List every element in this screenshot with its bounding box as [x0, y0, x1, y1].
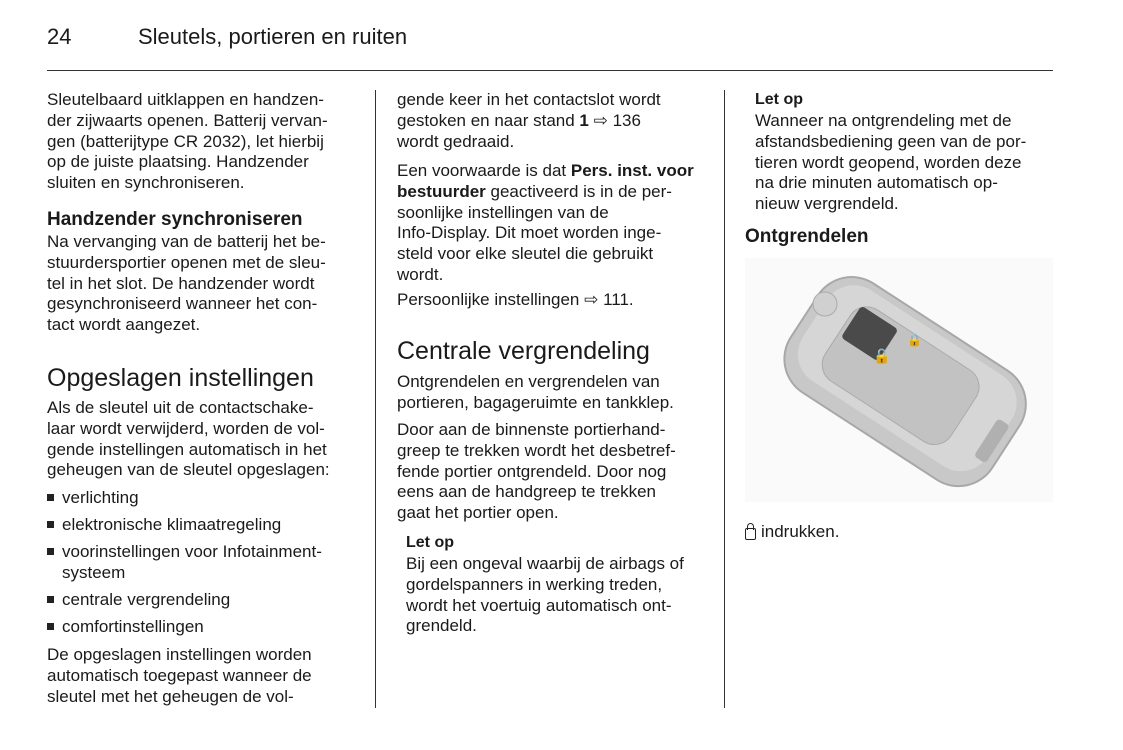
- text-line: nieuw vergrendeld.: [755, 194, 899, 214]
- text-line: [397, 111, 661, 132]
- paragraph: [397, 372, 674, 414]
- heading-saved-settings: Opgeslagen instellingen: [47, 364, 314, 392]
- text-line: Ontgrendelen en vergrendelen van: [397, 372, 660, 391]
- paragraph: [47, 645, 312, 707]
- list-item: [47, 590, 322, 611]
- text-line: stuurdersportier openen met de sleu-: [47, 252, 326, 272]
- paragraph: [47, 398, 330, 481]
- text-line: laar wordt verwijderd, worden de vol-: [47, 418, 325, 438]
- text-line: Wanneer na ontgrendeling met de: [755, 111, 1012, 130]
- text-line: Na vervanging van de batterij het be-: [47, 232, 326, 251]
- note-text: [406, 554, 684, 637]
- cross-reference: [397, 290, 634, 311]
- text-line: wordt gedraaid.: [397, 131, 515, 151]
- text-line: tel in het slot. De handzender wordt: [47, 273, 315, 293]
- text-segment: ⇨ 136: [588, 110, 641, 130]
- bullet-list: [47, 488, 322, 644]
- text-line: wordt.: [397, 264, 444, 284]
- list-item: [47, 488, 322, 509]
- note-text: [755, 111, 1026, 215]
- page-number: 24: [47, 24, 72, 49]
- paragraph: [397, 161, 694, 286]
- unlock-icon: [745, 528, 756, 540]
- key-fob-illustration: [745, 258, 1053, 502]
- text-line: wordt het voertuig automatisch ont-: [406, 595, 672, 615]
- list-item-text: comfortinstellingen: [62, 616, 204, 636]
- list-item: [47, 542, 322, 584]
- text-line: steld voor elke sleutel die gebruikt: [397, 244, 654, 264]
- text-line: grendeld.: [406, 616, 477, 636]
- text-segment: gestoken en naar stand: [397, 110, 580, 130]
- text-line: sluiten en synchroniseren.: [47, 173, 245, 193]
- text-line: greep te trekken wordt het desbetref-: [397, 440, 676, 460]
- note-title: Let op: [406, 534, 454, 551]
- text-line: Persoonlijke instellingen ⇨ 111.: [397, 290, 634, 309]
- heading-central-locking: Centrale vergrendeling: [397, 337, 650, 365]
- text-segment: geactiveerd is in de per-: [485, 181, 672, 201]
- list-item: [47, 515, 322, 536]
- text-line: na drie minuten automatisch op-: [755, 173, 998, 193]
- text-line: gordelspanners in werking treden,: [406, 574, 663, 594]
- bullet-icon: [47, 521, 54, 528]
- emphasis: Pers. inst. voor: [570, 161, 694, 180]
- subheading-sync: Handzender synchroniseren: [47, 209, 303, 230]
- text-line: Door aan de binnenste portierhand-: [397, 420, 666, 439]
- unlock-icon: 🔓: [873, 349, 891, 365]
- chapter-title: Sleutels, portieren en ruiten: [138, 24, 408, 49]
- text-line: geheugen van de sleutel opgeslagen:: [47, 460, 330, 480]
- paragraph: [47, 232, 326, 336]
- column-divider: [724, 90, 725, 708]
- text-line: gende instellingen automatisch in het: [47, 439, 327, 459]
- text-line: soonlijke instellingen van de: [397, 202, 609, 222]
- text-line: afstandsbediening geen van de por-: [755, 131, 1027, 151]
- emphasis: bestuurder: [397, 181, 486, 201]
- text-line: eens aan de handgreep te trekken: [397, 482, 656, 502]
- emphasis: 1: [579, 110, 589, 130]
- bullet-icon: [47, 596, 54, 603]
- paragraph: [47, 90, 328, 194]
- text-line: gesynchroniseerd wanneer het con-: [47, 294, 318, 314]
- caption: [745, 522, 839, 543]
- bullet-icon: [47, 623, 54, 630]
- note-title: Let op: [755, 91, 803, 108]
- paragraph: [397, 420, 676, 524]
- text-line: Sleutelbaard uitklappen en handzen-: [47, 90, 324, 109]
- text-line: fende portier ontgrendeld. Door nog: [397, 461, 667, 481]
- text-line: [397, 161, 694, 182]
- text-line: portieren, bagageruimte en tankklep.: [397, 392, 674, 412]
- caption-text: indrukken.: [761, 522, 840, 541]
- text-line: Info-Display. Dit moet worden inge-: [397, 223, 662, 243]
- text-line: gen (batterijtype CR 2032), let hierbij: [47, 131, 324, 151]
- bullet-icon: [47, 494, 54, 501]
- text-line: [397, 182, 694, 203]
- list-item-text: centrale vergrendeling: [62, 589, 231, 609]
- text-line: sleutel met het geheugen de vol-: [47, 686, 294, 706]
- header-divider: [47, 70, 1053, 71]
- text-line: tact wordt aangezet.: [47, 315, 201, 335]
- list-item-text: elektronische klimaatregeling: [62, 514, 282, 534]
- list-item-text: voorinstellingen voor Infotainment-: [62, 541, 322, 561]
- list-item: [47, 617, 322, 638]
- text-line: Als de sleutel uit de contactschake-: [47, 398, 314, 417]
- column-divider: [375, 90, 376, 708]
- text-line: tieren wordt geopend, worden deze: [755, 152, 1022, 172]
- bullet-icon: [47, 548, 54, 555]
- text-line: gaat het portier open.: [397, 503, 559, 523]
- text-line: De opgeslagen instellingen worden: [47, 645, 312, 664]
- subheading-unlock: Ontgrendelen: [745, 226, 869, 247]
- lock-icon: 🔒: [907, 333, 922, 347]
- paragraph: [397, 90, 661, 152]
- text-line: der zijwaarts openen. Batterij vervan-: [47, 110, 328, 130]
- text-line: op de juiste plaatsing. Handzender: [47, 152, 309, 172]
- text-line: Bij een ongeval waarbij de airbags of: [406, 554, 684, 573]
- list-item-text: verlichting: [62, 488, 139, 507]
- text-line: gende keer in het contactslot wordt: [397, 90, 661, 109]
- text-segment: Een voorwaarde is dat: [397, 161, 571, 180]
- text-line: automatisch toegepast wanneer de: [47, 665, 312, 685]
- list-item-text: systeem: [62, 562, 126, 582]
